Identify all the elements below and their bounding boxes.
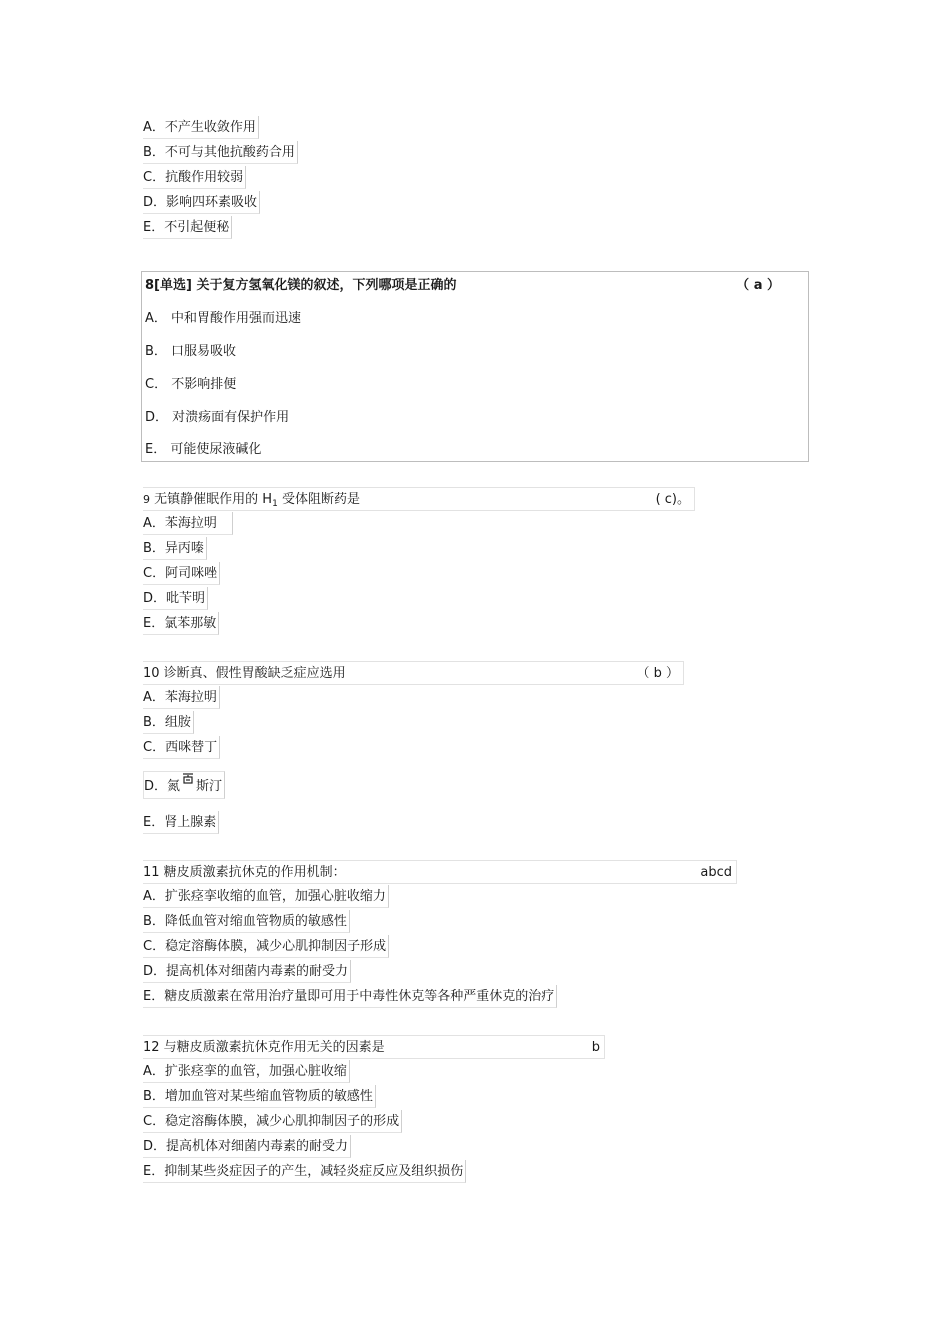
q9-stem-text-end: 受体阻断药是 [281, 492, 360, 507]
q9-stem [143, 487, 695, 511]
q11-option-d: D．提高机体对细菌内毒素的耐受力 [143, 960, 351, 983]
q11-stem-text: 11 糖皮质激素抗休克的作用机制： [143, 865, 346, 880]
q9-number: 9 [143, 493, 150, 506]
q10-option-d-end: 斯汀 [196, 779, 223, 794]
q11-option-b: B．降低血管对缩血管物质的敏感性 [143, 910, 350, 933]
q8-stem: 8[单选] 关于复方氢氧化镁的叙述，下列哪项是正确的 [145, 278, 457, 293]
q8-box [141, 271, 809, 462]
q8-option-c: C． 不影响排便 [145, 377, 237, 392]
q11-stem [143, 860, 737, 884]
q10-stem-text: 10 诊断真、假性胃酸缺乏症应选用 [143, 666, 346, 681]
q12-option-d: D．提高机体对细菌内毒素的耐受力 [143, 1135, 351, 1158]
q9-option-c: C．阿司咪唑 [143, 562, 220, 585]
q12-option-b: B．增加血管对某些缩血管物质的敏感性 [143, 1085, 376, 1108]
q7-option-d: D．影响四环素吸收 [143, 191, 260, 214]
q10-option-c: C．西咪替丁 [143, 736, 220, 759]
q11-option-c: C．稳定溶酶体膜，减少心肌抑制因子形成 [143, 935, 389, 958]
q8-option-b: B． 口服易吸收 [145, 344, 237, 359]
q10-option-b: B．组胺 [143, 711, 194, 734]
q12-stem-text: 12 与糖皮质激素抗休克作用无关的因素是 [143, 1040, 385, 1055]
q9-stem-text: 无镇静催眠作用的 H [154, 492, 273, 507]
q9-option-e: E．氯苯那敏 [143, 612, 219, 635]
q10-option-d-start: D．氮 [144, 779, 181, 794]
q9-option-b: B．异丙嗪 [143, 537, 207, 560]
q12-option-e: E．抑制某些炎症因子的产生，减轻炎症反应及组织损伤 [143, 1160, 466, 1183]
q12-option-c: C．稳定溶酶体膜，减少心肌抑制因子的形成 [143, 1110, 402, 1133]
q11-option-a: A．扩张痉挛收缩的血管，加强心脏收缩力 [143, 885, 389, 908]
q8-option-d: D． 对溃疡面有保护作用 [145, 410, 290, 425]
q12-option-a: A．扩张痉挛的血管，加强心脏收缩 [143, 1060, 350, 1083]
q10-option-d [143, 771, 225, 799]
q8-option-e: E． 可能使尿液碱化 [145, 442, 262, 457]
q10-option-a: A．苯海拉明 [143, 686, 220, 709]
q7-option-c: C．抗酸作用较弱 [143, 166, 246, 189]
broken-glyph-icon [181, 772, 195, 786]
q8-answer: （ a ） [736, 278, 780, 293]
q9-option-a: A．苯海拉明 [143, 512, 233, 535]
q11-option-e: E．糖皮质激素在常用治疗量即可用于中毒性休克等各种严重休克的治疗 [143, 985, 557, 1008]
q10-answer: （ b ） [636, 666, 679, 681]
q7-option-e: E．不引起便秘 [143, 216, 232, 239]
q9-answer: ( c)。 [655, 492, 690, 507]
q10-option-e: E．肾上腺素 [143, 811, 219, 834]
q7-option-a: A．不产生收敛作用 [143, 116, 259, 139]
q9-stem-subscript: 1 [272, 499, 278, 509]
q8-option-a: A． 中和胃酸作用强而迅速 [145, 311, 302, 326]
q10-stem [143, 661, 684, 685]
q7-option-b: B．不可与其他抗酸药合用 [143, 141, 298, 164]
q12-answer: b [591, 1040, 600, 1055]
q9-option-d: D．吡苄明 [143, 587, 208, 610]
q12-stem [143, 1035, 605, 1059]
q11-answer: abcd [700, 865, 732, 880]
